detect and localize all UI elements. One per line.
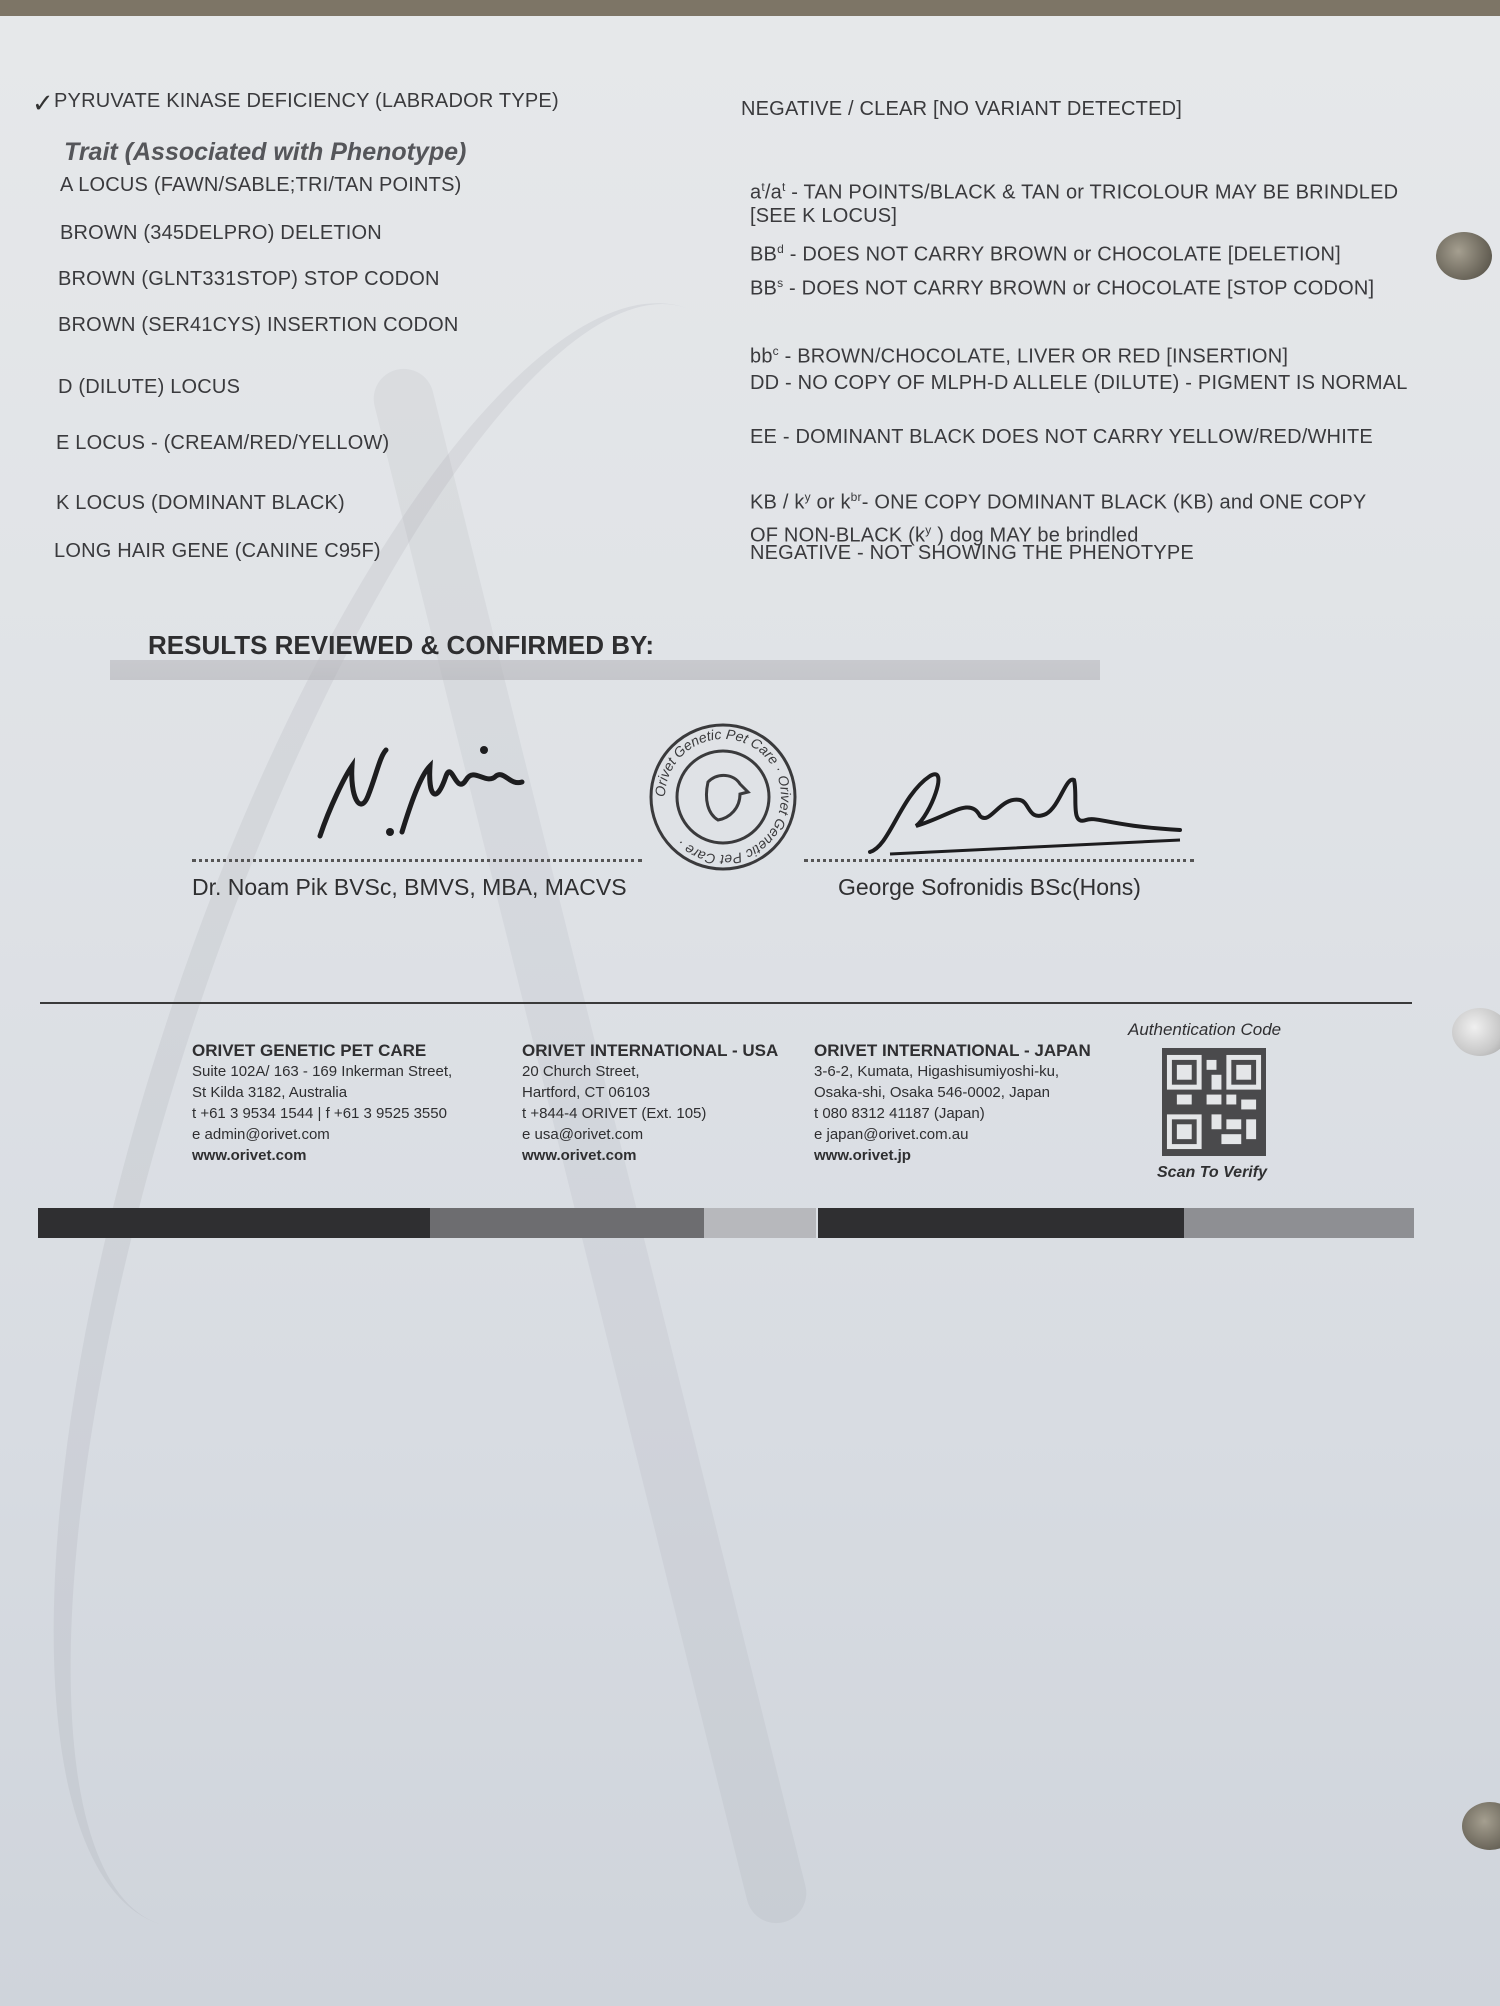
svg-text:Orivet Genetic Pet Care · Oriv (652, 726, 794, 868)
review-heading: RESULTS REVIEWED & CONFIRMED BY: (148, 630, 655, 660)
footer-bar-segment (818, 1208, 1184, 1238)
signer-name: Dr. Noam Pik BVSc, BMVS, MBA, MACVS (192, 874, 627, 900)
phone-line: t 080 8312 41187 (Japan) (814, 1105, 985, 1122)
address-line: Suite 102A/ 163 - 169 Inkerman Street, (192, 1063, 453, 1080)
test-result: NEGATIVE / CLEAR [NO VARIANT DETECTED] (741, 98, 1183, 120)
trait-result: $BB^d$ - DOES NOT CARRY BROWN or CHOCOLATE [DELETION] (750, 242, 1341, 266)
address-line: Hartford, CT 06103 (522, 1084, 651, 1101)
email-line: e admin@orivet.com (192, 1126, 330, 1143)
trait-result: $a^t/a^t$ - TAN POINTS/BLACK & TAN or TRICOLOUR MAY BE BRINDLED [SEE K LOCUS] (750, 180, 1399, 227)
signer-name: George Sofronidis BSc(Hons) (838, 874, 1141, 900)
trait-result: EE - DOMINANT BLACK DOES NOT CARRY YELLOW/RED/WHITE (750, 426, 1373, 448)
website-link[interactable]: www.orivet.com (522, 1147, 637, 1164)
footer-bar-segment (430, 1208, 704, 1238)
trait-name: BROWN (SER41CYS) INSERTION CODON (58, 314, 459, 336)
check-icon: ✓ (32, 88, 54, 118)
email-line: e japan@orivet.com.au (814, 1126, 969, 1143)
signature-2 (860, 756, 1190, 866)
trait-result: KB / $k^y$ or $k^{br}-$ ONE COPY DOMINANT BLACK (KB) and ONE COPY OF NON-BLACK ($k^y$ ) dog MAY be brindled (750, 490, 1367, 547)
scan-to-verify-label: Scan To Verify (1157, 1164, 1267, 1181)
email-line: e usa@orivet.com (522, 1126, 644, 1143)
auth-code-label: Authentication Code (1128, 1020, 1282, 1039)
trait-name: LONG HAIR GENE (CANINE C95F) (54, 540, 381, 562)
trait-result: $bb^c$ - BROWN/CHOCOLATE, LIVER OR RED [INSERTION] (750, 344, 1289, 368)
punch-hole (1452, 1008, 1500, 1056)
trait-name: BROWN (GLNT331STOP) STOP CODON (58, 268, 440, 290)
footer-divider (40, 1002, 1412, 1004)
phone-line: t +844-4 ORIVET (Ext. 105) (522, 1105, 707, 1122)
trait-result: DD - NO COPY OF MLPH-D ALLELE (DILUTE) - PIGMENT IS NORMAL (750, 372, 1408, 394)
punch-hole (1462, 1802, 1500, 1850)
trait-name: A LOCUS (FAWN/SABLE;TRI/TAN POINTS) (60, 174, 462, 196)
signature-1 (290, 736, 550, 856)
address-line: 20 Church Street, (522, 1063, 640, 1080)
org-name: ORIVET GENETIC PET CARE (192, 1041, 427, 1060)
review-band (110, 660, 1100, 680)
footer-bar-segment (704, 1208, 816, 1238)
qr-code-icon[interactable] (1162, 1048, 1266, 1156)
trait-name: K LOCUS (DOMINANT BLACK) (56, 492, 345, 514)
website-link[interactable]: www.orivet.com (192, 1147, 307, 1164)
phone-line: t +61 3 9534 1544 | f +61 3 9525 3550 (192, 1105, 447, 1122)
trait-heading: Trait (Associated with Phenotype) (64, 138, 467, 166)
trait-result: $BB^s$ - DOES NOT CARRY BROWN or CHOCOLATE [STOP CODON] (750, 276, 1375, 300)
address-usa (522, 1040, 778, 1166)
trait-result: NEGATIVE - NOT SHOWING THE PHENOTYPE (750, 542, 1194, 564)
seal-text: Orivet Genetic Pet Care · Orivet Genetic Pet Care · (651, 725, 795, 869)
trait-name: E LOCUS - (CREAM/RED/YELLOW) (56, 432, 390, 454)
signature-line (804, 859, 1194, 862)
footer-bar-segment (1184, 1208, 1414, 1238)
test-name: PYRUVATE KINASE DEFICIENCY (LABRADOR TYPE) (54, 90, 559, 112)
address-line: St Kilda 3182, Australia (192, 1084, 348, 1101)
address-line: 3-6-2, Kumata, Higashisumiyoshi-ku, (814, 1063, 1060, 1080)
orivet-seal (648, 722, 798, 872)
footer-bar-segment (38, 1208, 430, 1238)
trait-name: BROWN (345DELPRO) DELETION (60, 222, 382, 244)
report-page (0, 16, 1500, 2006)
website-link[interactable]: www.orivet.jp (814, 1147, 911, 1164)
signature-line (192, 859, 642, 862)
address-japan (814, 1040, 1091, 1166)
address-line: Osaka-shi, Osaka 546-0002, Japan (814, 1084, 1050, 1101)
org-name: ORIVET INTERNATIONAL - JAPAN (814, 1041, 1091, 1060)
org-name: ORIVET INTERNATIONAL - USA (522, 1041, 779, 1060)
address-australia (192, 1040, 452, 1166)
trait-name: D (DILUTE) LOCUS (58, 376, 241, 398)
punch-hole (1436, 232, 1492, 280)
